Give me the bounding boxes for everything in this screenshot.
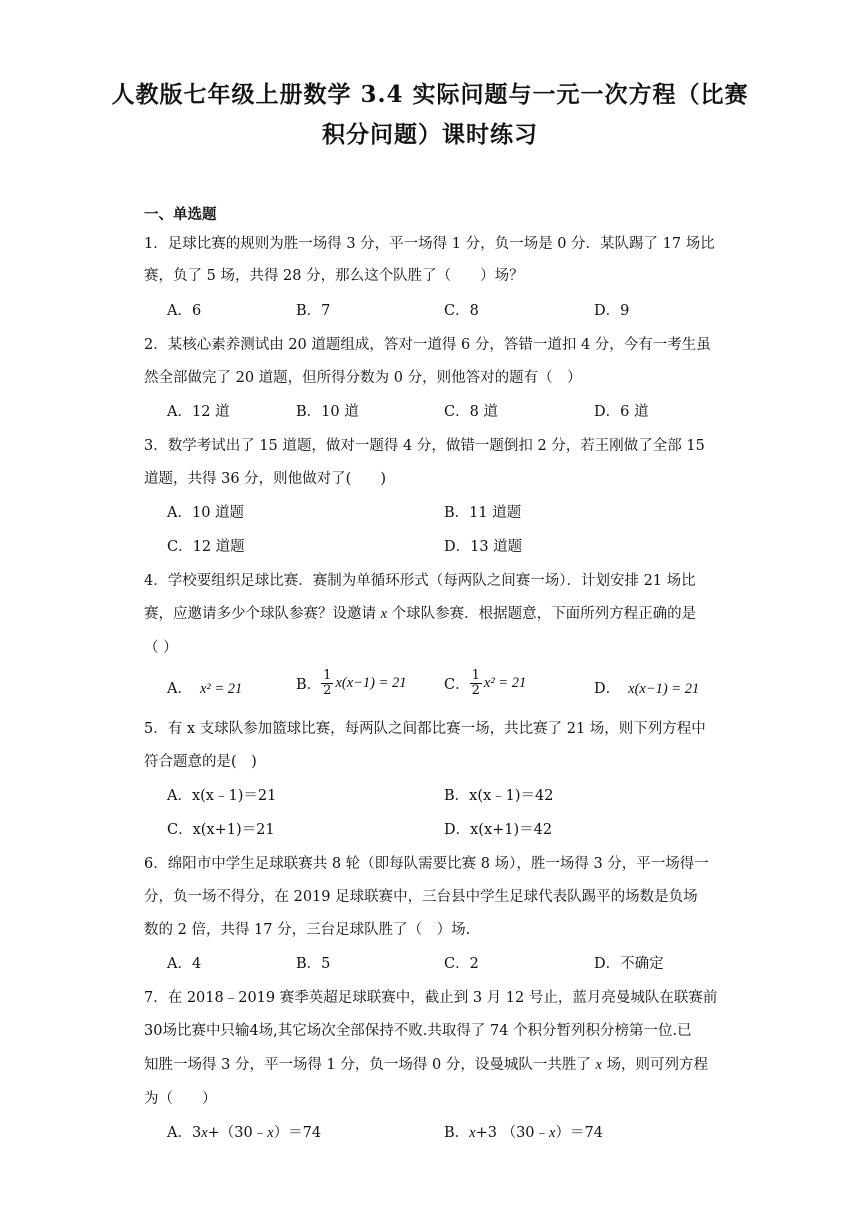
option-b-part-1: +3 （30﹣ bbox=[475, 1125, 550, 1141]
variable-x: x bbox=[595, 1057, 602, 1073]
fraction-numerator: 1 bbox=[323, 668, 332, 683]
equation: x(x−1) = 21 bbox=[628, 681, 700, 697]
equation: x² = 21 bbox=[483, 675, 527, 691]
question-1-line-1: 1．足球比赛的规则为胜一场得 3 分，平一场得 1 分，负一场是 0 分．某队踢了 17 场比 bbox=[144, 236, 715, 252]
question-6-option-d: D．不确定 bbox=[594, 956, 664, 972]
variable-x: x bbox=[201, 1125, 208, 1141]
fraction-numerator: 1 bbox=[471, 668, 480, 683]
option-b-label: B． bbox=[444, 1125, 470, 1141]
fraction-one-half bbox=[470, 669, 482, 698]
question-6-option-b: B．5 bbox=[296, 956, 331, 972]
fraction-one-half bbox=[321, 669, 333, 698]
question-3-line-2: 道题，共得 36 分，则他做对了( ) bbox=[144, 471, 386, 487]
option-a-part-3: ）＝74 bbox=[273, 1125, 322, 1141]
question-1-option-d: D．9 bbox=[594, 303, 630, 319]
document-title-line-2: 积分问题）课时练习 bbox=[322, 121, 538, 148]
question-5-option-a: A．x(x﹣1)＝21 bbox=[167, 788, 277, 804]
question-6-option-a: A．4 bbox=[167, 956, 202, 972]
question-4-option-d bbox=[594, 677, 699, 698]
question-4-line-2 bbox=[144, 602, 696, 623]
question-4-line-3: （ ） bbox=[144, 640, 178, 656]
question-7-line-2: 30场比赛中只输4场,其它场次全部保持不败.共取得了 74 个积分暂列积分榜第一位.已 bbox=[144, 1023, 692, 1039]
question-2-option-c: C．8 道 bbox=[444, 404, 498, 420]
question-3-option-d: D．13 道题 bbox=[444, 539, 523, 555]
question-1-option-a: A．6 bbox=[167, 303, 202, 319]
question-7-option-a bbox=[167, 1121, 321, 1142]
variable-x: x bbox=[380, 606, 388, 622]
question-2-option-a: A．12 道 bbox=[167, 404, 230, 420]
option-b-part-2: ）＝74 bbox=[555, 1125, 603, 1141]
fraction-denominator: 2 bbox=[471, 683, 480, 698]
question-4-option-b bbox=[296, 669, 407, 698]
question-4-line-2-post: 个球队参赛．根据题意，下面所列方程正确的是 bbox=[387, 606, 697, 622]
question-7-line-4: 为（ ） bbox=[144, 1091, 217, 1107]
question-6-option-c: C．2 bbox=[444, 956, 479, 972]
question-7-line-3 bbox=[144, 1053, 708, 1074]
question-3-option-b: B．11 道题 bbox=[444, 505, 522, 521]
question-2-line-1: 2．某核心素养测试由 20 道题组成，答对一道得 6 分，答错一道扣 4 分，今有一考生虽 bbox=[144, 337, 711, 353]
option-label: B． bbox=[296, 677, 322, 693]
question-5-option-d: D．x(x+1)＝42 bbox=[444, 822, 553, 838]
question-7-option-b bbox=[444, 1121, 603, 1142]
question-4-line-2-pre: 赛，应邀请多少个球队参赛？设邀请 bbox=[144, 606, 381, 622]
option-a-part-2: +（30﹣ bbox=[207, 1125, 268, 1141]
section-heading: 一、单选题 bbox=[144, 206, 217, 223]
fraction-denominator: 2 bbox=[323, 683, 332, 698]
question-4-option-c bbox=[444, 669, 526, 698]
question-7-line-1: 7．在 2018﹣2019 赛季英超足球联赛中，截止到 3 月 12 号止，蓝月亮曼城队在联赛前 bbox=[144, 990, 718, 1006]
question-7-line-3-pre: 知胜一场得 3 分，平一场得 1 分，负一场得 0 分，设曼城队一共胜了 bbox=[144, 1057, 596, 1073]
question-2-option-d: D．6 道 bbox=[594, 404, 649, 420]
question-6-line-3: 数的 2 倍，共得 17 分，三台足球队胜了（ ）场. bbox=[144, 922, 471, 938]
question-3-line-1: 3．数学考试出了 15 道题，做对一题得 4 分，做错一题倒扣 2 分，若王刚做了全部 15 bbox=[144, 438, 705, 454]
variable-x: x bbox=[469, 1125, 476, 1141]
option-a-part-1: A．3 bbox=[167, 1125, 202, 1141]
equation: x(x−1) = 21 bbox=[335, 675, 407, 691]
question-4-option-a bbox=[167, 677, 242, 698]
question-5-line-1: 5．有 x 支球队参加篮球比赛，每两队之间都比赛一场，共比赛了 21 场，则下列方程中 bbox=[144, 721, 706, 737]
question-6-line-1: 6．绵阳市中学生足球联赛共 8 轮（即每队需要比赛 8 场），胜一场得 3 分，平一场得一 bbox=[144, 856, 709, 872]
question-3-option-c: C．12 道题 bbox=[167, 539, 245, 555]
question-5-option-b: B．x(x﹣1)＝42 bbox=[444, 788, 554, 804]
question-2-line-2: 然全部做完了 20 道题，但所得分数为 0 分，则他答对的题有（ ） bbox=[144, 370, 582, 386]
variable-x: x bbox=[267, 1125, 274, 1141]
question-6-line-2: 分，负一场不得分，在 2019 足球联赛中，三台县中学生足球代表队踢平的场数是负场 bbox=[144, 889, 698, 905]
option-label: A． bbox=[167, 681, 192, 697]
question-7-line-3-post: 场，则可列方程 bbox=[601, 1057, 708, 1073]
question-1-line-2: 赛，负了 5 场，共得 28 分，那么这个队胜了（ ）场？ bbox=[144, 268, 524, 284]
variable-x: x bbox=[549, 1125, 556, 1141]
option-label: C． bbox=[444, 677, 470, 693]
question-4-line-1: 4．学校要组织足球比赛．赛制为单循环形式（每两队之间赛一场）．计划安排 21 场比 bbox=[144, 573, 696, 589]
question-5-line-2: 符合题意的是( ) bbox=[144, 754, 257, 770]
question-5-option-c: C．x(x+1)＝21 bbox=[167, 822, 275, 838]
equation: x² = 21 bbox=[199, 681, 243, 697]
document-title-line-1: 人教版七年级上册数学 3.4 实际问题与一元一次方程（比赛 bbox=[111, 81, 749, 108]
question-2-option-b: B．10 道 bbox=[296, 404, 359, 420]
question-1-option-c: C．8 bbox=[444, 303, 479, 319]
question-1-option-b: B．7 bbox=[296, 303, 331, 319]
option-label: D． bbox=[594, 681, 621, 697]
question-3-option-a: A．10 道题 bbox=[167, 505, 245, 521]
